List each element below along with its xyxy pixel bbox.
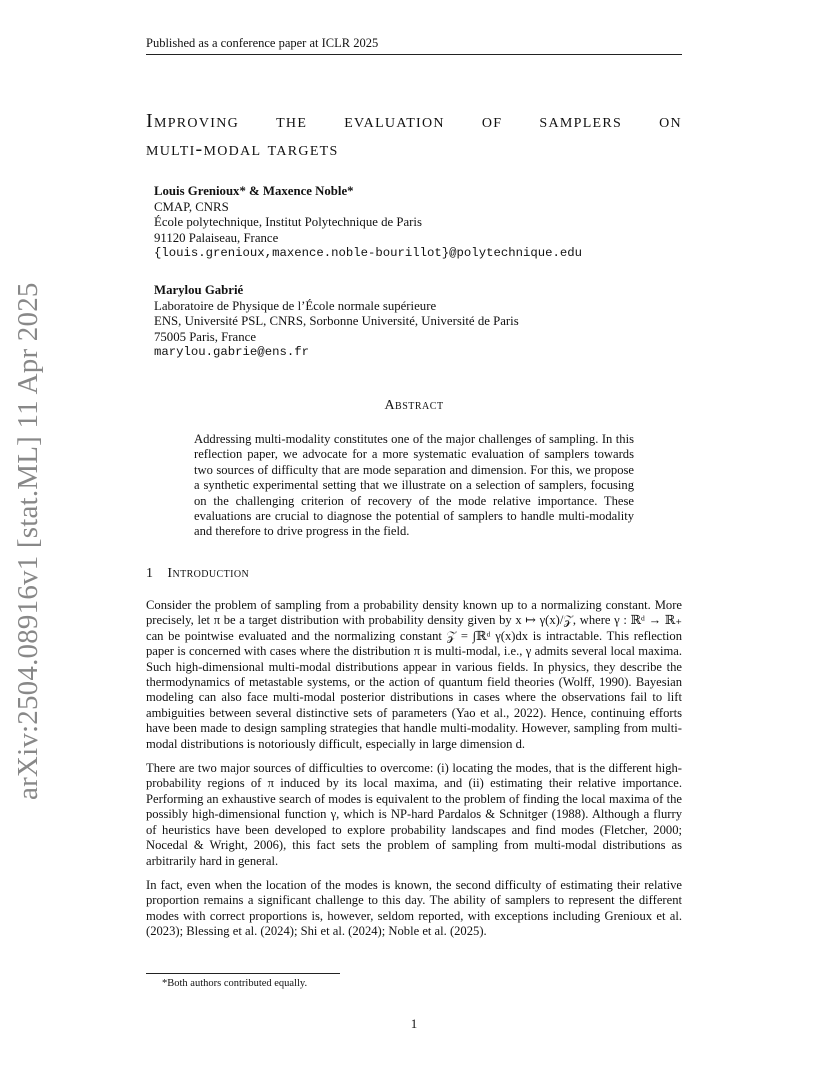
page-number: 1 [410,1016,418,1031]
paper-title [146,107,686,163]
section-title: Introduction [167,566,250,581]
footnote: *Both authors contributed equally. [162,978,308,989]
affiliation-line: 91120 Palaiseau, France [154,230,279,245]
title-word: of [481,110,503,132]
paragraph: Consider the problem of sampling from a probability density known up to a normalizing constant. More precisely, let π be a target distribution with probability density given by x ↦ γ(x)/𝒵, where γ : ℝᵈ → ℝ₊ can be pointwise evaluated and the normalizing constant 𝒵 = ∫ℝᵈ γ(x)dx is intractable. This reflection paper is concerned with cases where the distribution π is multi-modal, i.e., γ admits several local maxima. Such high-dimensional multi-modal distributions appear in various fields. In physics, they describe the thermodynamics of metastable systems, or the action of quantum field theories (Wolff, 1990). Bayesian modeling can also face multi-modal posterior distributions in cases where the observations fail to lift ambiguities between several distinctive sets of parameters (Yao et al., 2022). Hence, continuing efforts have been made to design sampling strategies that handle multi-modality. However, sampling from multi-modal distributions is notoriously difficult, especially in large dimension d. [146,598,682,751]
affiliation-line: 75005 Paris, France [154,329,257,344]
affiliation-line: Laboratoire de Physique de l’École normale supérieure [154,298,437,313]
running-header: Published as a conference paper at ICLR 2025 [146,36,379,50]
footnote-rule [146,973,340,974]
author-block-1 [154,184,582,262]
arxiv-side-stamp: arXiv:2504.08916v1 [stat.ML] 11 Apr 2025 [12,282,44,800]
author-names: Louis Grenioux* & Maxence Noble* [154,184,354,198]
section-heading [146,566,249,582]
author-email[interactable]: marylou.gabrie@ens.fr [154,345,309,359]
affiliation-line: CMAP, CNRS [154,199,229,214]
affiliation-line: École polytechnique, Institut Polytechnique de Paris [154,215,422,229]
title-line-1 [146,107,682,135]
title-word: samplers [539,110,623,132]
section-number: 1 [146,566,154,581]
author-email[interactable]: {louis.grenioux,maxence.noble-bourillot}@polytechnique.edu [154,246,583,260]
paragraph: There are two major sources of difficulties to overcome: (i) locating the modes, that is the different high-probability regions of π induced by its local maxima, and (ii) estimating their relative importance. Performing an exhaustive search of modes is equivalent to the problem of finding the local maxima of the possibly high-dimensional function γ, which is NP-hard Pardalos & Schnitger (1988). Although a flurry of heuristics have been developed to explore probability landscapes and find modes (Fletcher, 2000; Nocedal & Wright, 2006), this fact sets the problem of sampling from multi-modal distributions as arbitrarily hard in general. [146,761,682,868]
abstract-heading: Abstract [384,398,444,413]
header-rule [146,54,682,55]
title-line-2: multi-modal targets [146,138,339,160]
title-word: Improving [146,110,240,132]
title-word: on [659,110,682,132]
title-word: the [276,110,308,132]
author-name: Marylou Gabrié [154,283,244,297]
abstract-text: Addressing multi-modality constitutes one of the major challenges of sampling. In this reflection paper, we advocate for a more systematic evaluation of samplers towards two sources of difficulty that are mode separation and dimension. For this, we propose a synthetic experimental setting that we illustrate on a selection of samplers, focusing on the challenging criterion of recovery of the mode relative importance. These evaluations are crucial to diagnose the potential of samplers to handle multi-modality and therefore to drive progress in the field. [194,432,634,539]
title-word: evaluation [344,110,445,132]
author-block-2 [154,283,519,361]
paragraph: In fact, even when the location of the modes is known, the second difficulty of estimating their relative proportion remains a significant challenge to this day. The ability of samplers to represent the different modes with correct proportions is, however, seldom reported, with exceptions including Grenioux et al. (2023); Blessing et al. (2024); Shi et al. (2024); Noble et al. (2025). [146,877,682,939]
body-text [146,598,682,949]
affiliation-line: ENS, Université PSL, CNRS, Sorbonne Université, Université de Paris [154,314,519,328]
